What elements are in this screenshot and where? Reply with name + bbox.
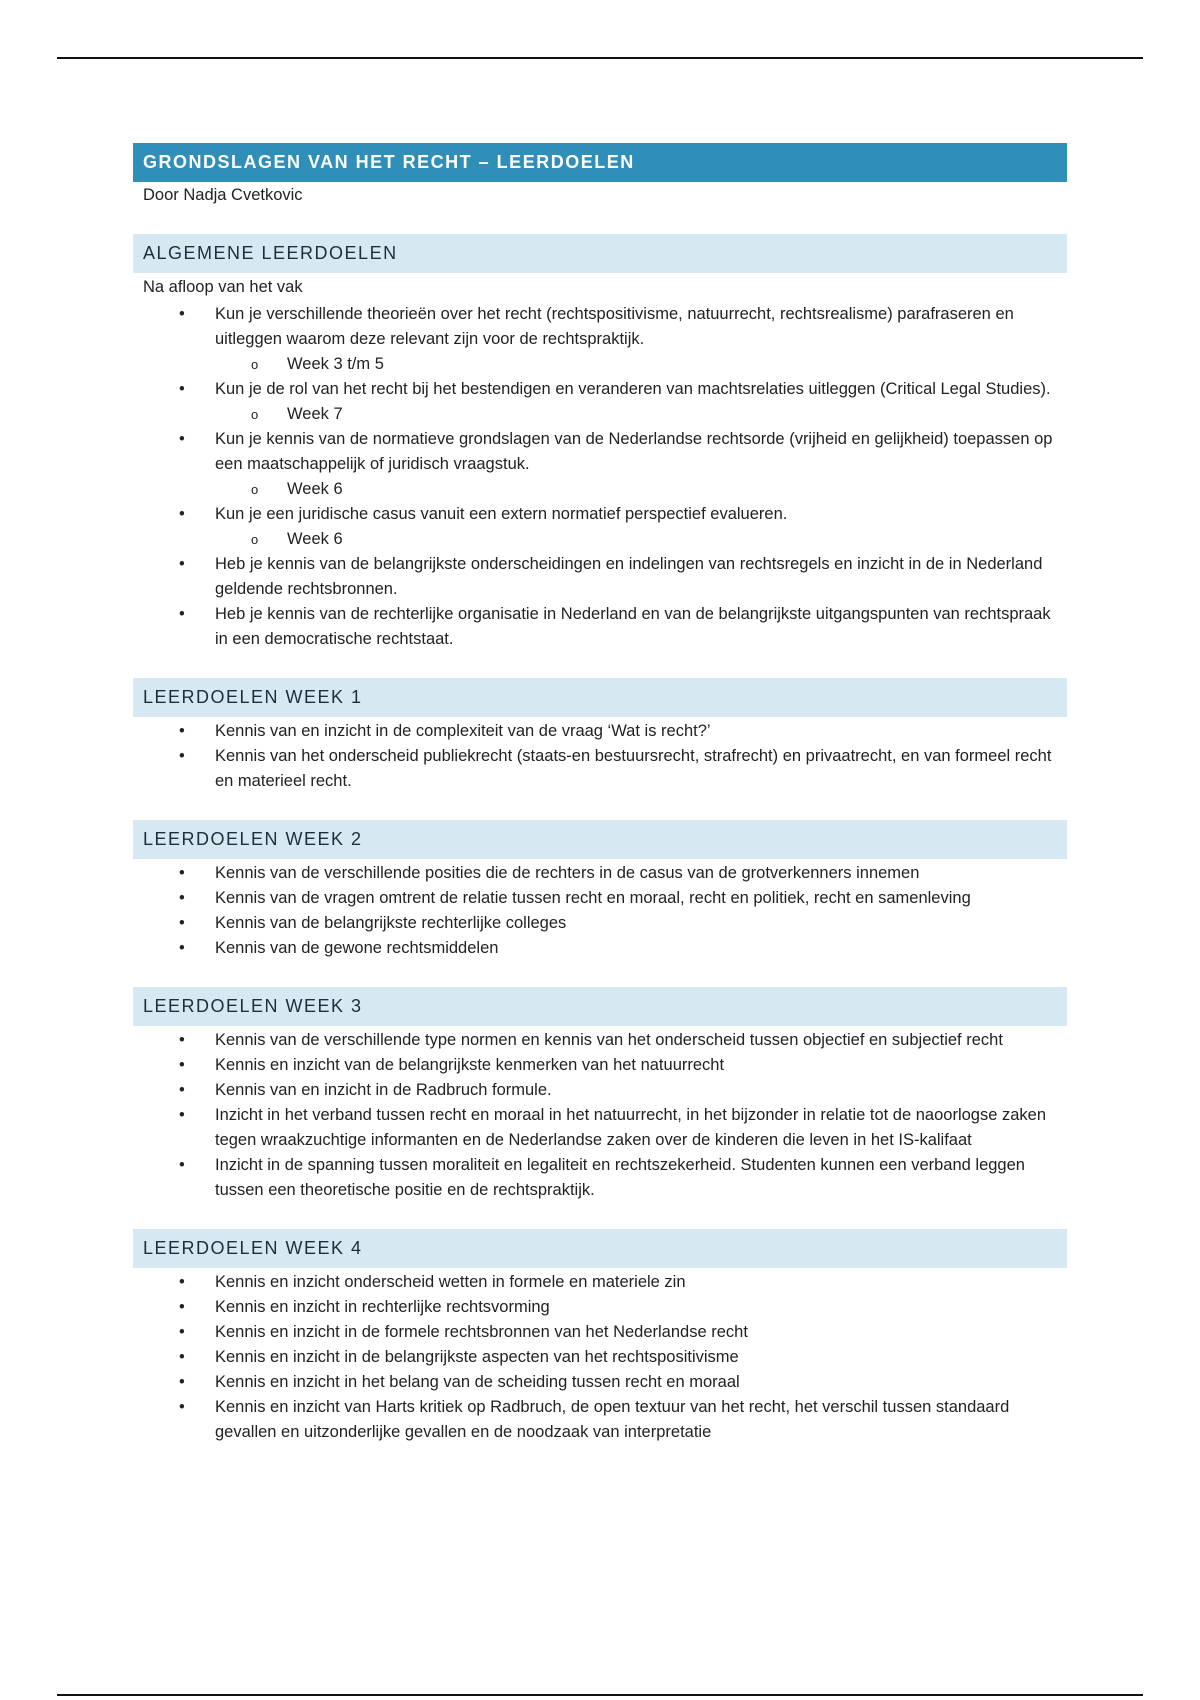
goal-text: Kennis en inzicht van de belangrijkste kenmerken van het natuurrecht <box>215 1056 725 1074</box>
section-heading: LEERDOELEN WEEK 1 <box>133 678 1067 717</box>
bullet-icon: • <box>179 380 185 398</box>
goal-text: Kun je kennis van de normatieve grondslagen van de Nederlandse rechtsorde (vrijheid en gelijkheid) toepassen op een maatschappelijk of juridisch vraagstuk. <box>215 430 1053 473</box>
goal-item <box>133 1370 1067 1395</box>
bullet-icon: • <box>179 505 185 523</box>
goal-text: Kun je verschillende theorieën over het recht (rechtspositivisme, natuurrecht, rechtsrealisme) parafraseren en uitleggen waarom deze relevant zijn voor de rechtspraktijk. <box>215 305 1014 348</box>
document-author: Door Nadja Cvetkovic <box>143 186 303 204</box>
goal-text: Kennis en inzicht in de belangrijkste aspecten van het rechtspositivisme <box>215 1348 739 1366</box>
goal-item <box>133 886 1067 911</box>
document-body <box>133 143 1067 1445</box>
bullet-icon: • <box>179 555 185 573</box>
goal-text: Heb je kennis van de rechterlijke organisatie in Nederland en van de belangrijkste uitgangspunten van rechtspraak in een democratische rechtstaat. <box>215 605 1051 648</box>
goal-item <box>133 427 1067 502</box>
goal-list <box>133 302 1067 652</box>
goal-text: Kennis en inzicht onderscheid wetten in formele en materiele zin <box>215 1273 686 1291</box>
goal-item <box>133 719 1067 744</box>
goal-list <box>133 861 1067 961</box>
circle-bullet-icon: o <box>251 532 259 547</box>
section-heading: LEERDOELEN WEEK 4 <box>133 1229 1067 1268</box>
goal-subitem-text: Week 6 <box>287 530 343 548</box>
goal-text: Kennis van de gewone rechtsmiddelen <box>215 939 499 957</box>
goal-text: Kennis van de verschillende type normen en kennis van het onderscheid tussen objectief en subjectief recht <box>215 1031 1003 1049</box>
bullet-icon: • <box>179 430 185 448</box>
goal-text: Heb je kennis van de belangrijkste onderscheidingen en indelingen van rechtsregels en inzicht in de in Nederland geldende rechtsbronnen. <box>215 555 1043 598</box>
goal-sublist <box>215 527 1067 552</box>
goal-subitem-text: Week 7 <box>287 405 343 423</box>
goal-item <box>133 1028 1067 1053</box>
bullet-icon: • <box>179 747 185 765</box>
goal-text: Kennis van en inzicht in de Radbruch formule. <box>215 1081 552 1099</box>
goal-item <box>133 861 1067 886</box>
goal-item <box>133 302 1067 377</box>
circle-bullet-icon: o <box>251 357 259 372</box>
goal-text: Kennis en inzicht in rechterlijke rechtsvorming <box>215 1298 550 1316</box>
bullet-icon: • <box>179 1298 185 1316</box>
goal-text: Kun je de rol van het recht bij het bestendigen en veranderen van machtsrelaties uitleggen (Critical Legal Studies). <box>215 380 1051 398</box>
section-heading: LEERDOELEN WEEK 2 <box>133 820 1067 859</box>
header-rule <box>57 57 1143 59</box>
goal-subitem <box>215 527 1067 552</box>
goal-sublist <box>215 477 1067 502</box>
goal-text: Kennis van het onderscheid publiekrecht (staats-en bestuursrecht, strafrecht) en privaatrecht, en van formeel recht en materieel recht. <box>215 747 1052 790</box>
bullet-icon: • <box>179 1373 185 1391</box>
goal-text: Inzicht in de spanning tussen moraliteit en legaliteit en rechtszekerheid. Studenten kunnen een verband leggen tussen een theoretische positie en de rechtspraktijk. <box>215 1156 1025 1199</box>
document-title: GRONDSLAGEN VAN HET RECHT – LEERDOELEN <box>133 143 1067 182</box>
goal-item <box>133 744 1067 794</box>
goal-list <box>133 1028 1067 1203</box>
goal-item <box>133 377 1067 427</box>
goal-subitem <box>215 352 1067 377</box>
goal-text: Kennis van en inzicht in de complexiteit van de vraag ‘Wat is recht?’ <box>215 722 711 740</box>
footer-rule <box>57 1694 1143 1696</box>
goal-item <box>133 1053 1067 1078</box>
bullet-icon: • <box>179 914 185 932</box>
goal-item <box>133 1103 1067 1153</box>
goal-item <box>133 1270 1067 1295</box>
section-intro: Na afloop van het vak <box>143 278 303 296</box>
bullet-icon: • <box>179 305 185 323</box>
bullet-icon: • <box>179 1348 185 1366</box>
goal-text: Kennis van de belangrijkste rechterlijke colleges <box>215 914 567 932</box>
goal-item <box>133 502 1067 552</box>
goal-item <box>133 1153 1067 1203</box>
section-heading: LEERDOELEN WEEK 3 <box>133 987 1067 1026</box>
circle-bullet-icon: o <box>251 407 259 422</box>
sections-container <box>133 234 1067 1445</box>
goal-list <box>133 719 1067 794</box>
bullet-icon: • <box>179 722 185 740</box>
goal-sublist <box>215 352 1067 377</box>
section <box>133 234 1067 652</box>
goal-item <box>133 1395 1067 1445</box>
goal-item <box>133 1345 1067 1370</box>
goal-item <box>133 1320 1067 1345</box>
section <box>133 1229 1067 1445</box>
goal-subitem <box>215 477 1067 502</box>
goal-text: Kun je een juridische casus vanuit een extern normatief perspectief evalueren. <box>215 505 788 523</box>
bullet-icon: • <box>179 1106 185 1124</box>
goal-item <box>133 552 1067 602</box>
bullet-icon: • <box>179 1273 185 1291</box>
bullet-icon: • <box>179 1056 185 1074</box>
section <box>133 820 1067 961</box>
bullet-icon: • <box>179 605 185 623</box>
bullet-icon: • <box>179 1398 185 1416</box>
goal-subitem-text: Week 6 <box>287 480 343 498</box>
bullet-icon: • <box>179 864 185 882</box>
bullet-icon: • <box>179 939 185 957</box>
goal-item <box>133 1295 1067 1320</box>
section-heading: ALGEMENE LEERDOELEN <box>133 234 1067 273</box>
goal-item <box>133 1078 1067 1103</box>
goal-text: Kennis en inzicht in de formele rechtsbronnen van het Nederlandse recht <box>215 1323 748 1341</box>
circle-bullet-icon: o <box>251 482 259 497</box>
goal-text: Inzicht in het verband tussen recht en moraal in het natuurrecht, in het bijzonder in relatie tot de naoorlogse zaken tegen wraakzuchtige informanten en de Nederlandse zaken over de kinderen die leven in het IS-kalifaat <box>215 1106 1047 1149</box>
goal-list <box>133 1270 1067 1445</box>
section <box>133 987 1067 1203</box>
goal-text: Kennis en inzicht van Harts kritiek op Radbruch, de open textuur van het recht, het verschil tussen standaard gevallen en uitzonderlijke gevallen en de noodzaak van interpretatie <box>215 1398 1010 1441</box>
goal-text: Kennis van de vragen omtrent de relatie tussen recht en moraal, recht en politiek, recht en samenleving <box>215 889 971 907</box>
goal-sublist <box>215 402 1067 427</box>
section <box>133 678 1067 794</box>
goal-text: Kennis van de verschillende posities die de rechters in de casus van de grotverkenners innemen <box>215 864 920 882</box>
bullet-icon: • <box>179 1323 185 1341</box>
goal-item <box>133 911 1067 936</box>
goal-item <box>133 936 1067 961</box>
bullet-icon: • <box>179 889 185 907</box>
goal-text: Kennis en inzicht in het belang van de scheiding tussen recht en moraal <box>215 1373 740 1391</box>
bullet-icon: • <box>179 1031 185 1049</box>
goal-item <box>133 602 1067 652</box>
goal-subitem-text: Week 3 t/m 5 <box>287 355 384 373</box>
bullet-icon: • <box>179 1081 185 1099</box>
goal-subitem <box>215 402 1067 427</box>
bullet-icon: • <box>179 1156 185 1174</box>
